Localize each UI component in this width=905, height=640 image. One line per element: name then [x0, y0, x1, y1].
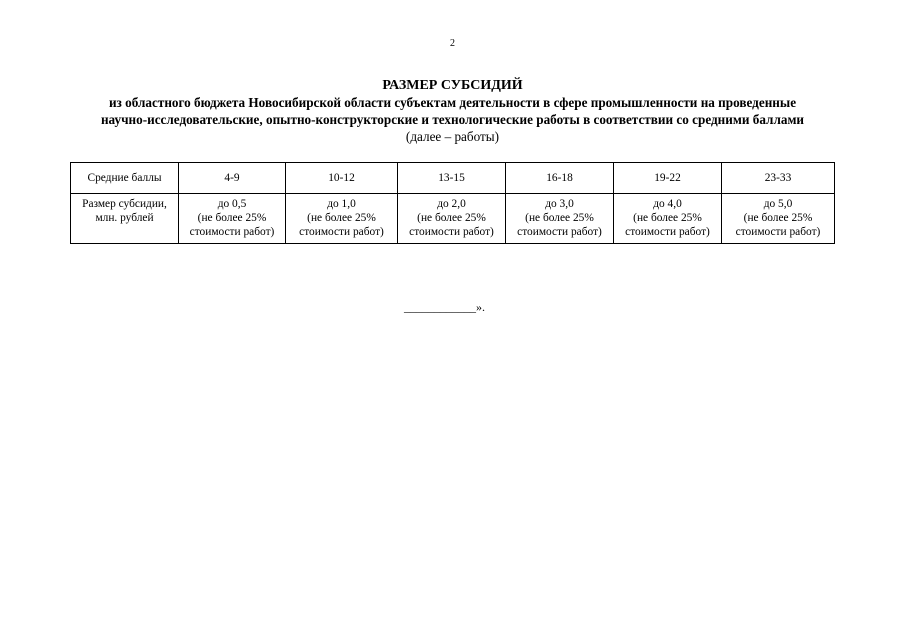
- subsidy-basis: стоимости работ): [409, 226, 494, 238]
- subsidy-limit: (не более 25%: [743, 212, 813, 224]
- subsidy-basis: стоимости работ): [735, 226, 821, 238]
- subsidy-amount: до 3,0: [545, 198, 574, 210]
- page-number: 2: [450, 38, 455, 49]
- subsidy-amount: до 4,0: [653, 198, 682, 210]
- subsidy-value-cell: [179, 194, 286, 244]
- closing-mark: ____________».: [404, 300, 485, 314]
- document-note: (далее – работы): [405, 129, 500, 144]
- score-range-cell: 13-15: [398, 163, 506, 194]
- header-label-cell: Средние баллы: [71, 163, 179, 194]
- subsidy-amount: до 5,0: [763, 198, 793, 210]
- row-label-cell: [71, 194, 179, 244]
- table-header-row: [71, 163, 835, 194]
- subsidy-amount: до 2,0: [437, 198, 466, 210]
- score-range-cell: 16-18: [506, 163, 614, 194]
- subsidy-limit: (не более 25%: [633, 212, 702, 224]
- document-title: РАЗМЕР СУБСИДИЙ: [382, 78, 523, 93]
- subsidy-value-cell: [286, 194, 398, 244]
- subsidy-limit: (не более 25%: [525, 212, 594, 224]
- subsidy-limit: (не более 25%: [417, 212, 486, 224]
- score-range-cell: 19-22: [614, 163, 722, 194]
- score-range-cell: 23-33: [722, 163, 835, 194]
- subsidy-amount: до 1,0: [327, 198, 356, 210]
- subsidy-basis: стоимости работ): [625, 226, 710, 238]
- subsidy-value-cell: [614, 194, 722, 244]
- row-label-line: млн. рублей: [95, 212, 154, 224]
- document-subtitle-line-1: из областного бюджета Новосибирской области субъектам деятельности в сфере промышленности на проведенные: [108, 95, 797, 110]
- score-range-cell: 4-9: [179, 163, 286, 194]
- subsidy-limit: (не более 25%: [307, 212, 376, 224]
- row-label-line: Размер субсидии,: [82, 198, 167, 210]
- subsidy-value-cell: [398, 194, 506, 244]
- subsidy-limit: (не более 25%: [197, 212, 267, 224]
- title-block: [0, 77, 905, 145]
- score-range-cell: 10-12: [286, 163, 398, 194]
- subsidy-basis: стоимости работ): [189, 226, 275, 238]
- subsidy-basis: стоимости работ): [517, 226, 602, 238]
- subsidy-value-cell: [506, 194, 614, 244]
- subsidy-value-cell: [722, 194, 835, 244]
- document-subtitle-line-2: научно-исследовательские, опытно-конструкторские и технологические работы в соответствии со средними баллами: [100, 112, 805, 127]
- subsidy-amount: до 0,5: [217, 198, 247, 210]
- table-value-row: [71, 194, 835, 244]
- subsidy-basis: стоимости работ): [299, 226, 384, 238]
- subsidy-table: [70, 162, 835, 244]
